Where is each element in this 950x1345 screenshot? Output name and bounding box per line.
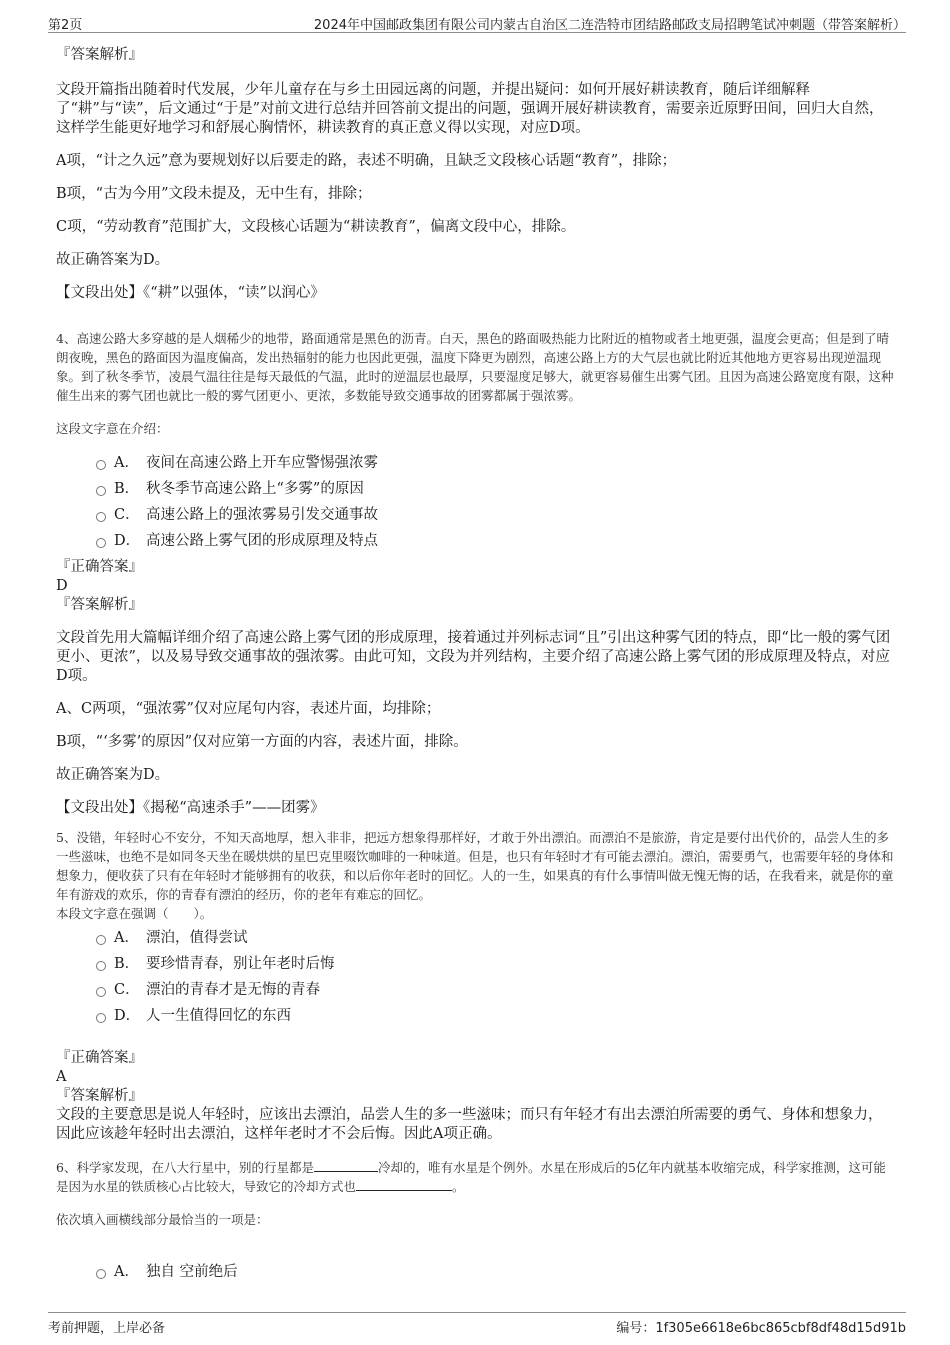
q3-section: [56, 46, 896, 303]
q4-section: [56, 329, 896, 818]
option-a[interactable]: A． 独自 空前绝后: [56, 1259, 896, 1285]
radio-icon[interactable]: [96, 1013, 106, 1023]
radio-icon[interactable]: [96, 460, 106, 470]
option-a[interactable]: A． 漂泊，值得尝试: [56, 925, 896, 951]
question-prompt: 这段文字意在介绍：: [56, 421, 169, 436]
conclusion: 故正确答案为D。: [56, 767, 170, 783]
options-list: [56, 1259, 896, 1285]
radio-icon[interactable]: [96, 987, 106, 997]
option-b-note: B项，“‘多雾’的原因”仅对应第一方面的内容，表述片面，排除。: [56, 734, 468, 750]
option-b[interactable]: B． 秋冬季节高速公路上“多雾”的原因: [56, 476, 896, 502]
question-stem: 4、高速公路大多穿越的是人烟稀少的地带，路面通常是黑色的沥青。白天，黑色的路面吸热能力比附近的植物或者土地更强，温度会更高；但是到了晴朗夜晚，黑色的路面因为温度偏高，发出热辐射的能力也因此更强，温度下降更为剧烈，高速公路上方的大气层也就比附近其他地方更容易出现逆温现象。到了秋冬季节，凌晨气温往往是每天最低的气温，此时的逆温层也最厚，只要湿度足够大，就更容易催生出雾气团。且因为高速公路宽度有限，这种催生出来的雾气团也就比一般的雾气团更小、更浓，多数能导致交通事故的团雾都属于强浓雾。: [56, 331, 894, 403]
option-c[interactable]: C． 高速公路上的强浓雾易引发交通事故: [56, 502, 896, 528]
page-footer: [48, 1312, 906, 1335]
source-citation: 【文段出处】《“耕”以强体，“读”以润心》: [56, 285, 325, 301]
fill-blank-1: [314, 1159, 378, 1172]
fill-blank-2: [356, 1178, 452, 1191]
option-c-note: C项，“劳动教育”范围扩大，文段核心话题为“耕读教育”，偏离文段中心，排除。: [56, 219, 576, 235]
analysis-text: 文段的主要意思是说人年轻时，应该出去漂泊，品尝人生的多一些滋味；而只有年轻才有出去漂泊所需要的勇气、身体和想象力，因此应该趁年轻时出去漂泊，这样年老时才不会后悔。因此A项正确。: [56, 1107, 883, 1142]
source-citation: 【文段出处】《揭秘“高速杀手”——团雾》: [56, 800, 325, 816]
analysis-label: 『答案解析』: [56, 47, 143, 63]
answer-value: D: [56, 578, 68, 594]
question-prompt: 依次填入画横线部分最恰当的一项是：: [56, 1212, 269, 1227]
option-a-note: A项，“计之久远”意为要规划好以后要走的路，表述不明确，且缺乏文段核心话题“教育”，排除；: [56, 153, 677, 169]
answer-label: 『正确答案』: [56, 559, 143, 575]
option-d[interactable]: D． 人一生值得回忆的东西: [56, 1003, 896, 1029]
option-c[interactable]: C． 漂泊的青春才是无悔的青春: [56, 977, 896, 1003]
option-d[interactable]: D． 高速公路上雾气团的形成原理及特点: [56, 528, 896, 554]
options-list: [56, 925, 896, 1029]
footer-slogan: 考前押题，上岸必备: [48, 1321, 166, 1336]
option-b[interactable]: B． 要珍惜青春，别让年老时后悔: [56, 951, 896, 977]
radio-icon[interactable]: [96, 538, 106, 548]
analysis-label: 『答案解析』: [56, 1088, 143, 1104]
option-a[interactable]: A． 夜间在高速公路上开车应警惕强浓雾: [56, 450, 896, 476]
option-ac-note: A、C两项，“强浓雾”仅对应尾句内容，表述片面，均排除；: [56, 701, 441, 717]
answer-label: 『正确答案』: [56, 1050, 143, 1066]
question-stem: 6、科学家发现，在八大行星中，别的行星都是 冷却的，唯有水星是个例外。水星在形成后的5亿年内就基本收缩完成，科学家推测，这可能是因为水星的铁质核心占比较大，导致它的冷却方式也 。: [56, 1160, 886, 1194]
analysis-text: 文段首先用大篇幅详细介绍了高速公路上雾气团的形成原理，接着通过并列标志词“且”引出这种雾气团的特点，即“比一般的雾气团更小、更浓”，以及易导致交通事故的强浓雾。由此可知，文段为并列结构，主要介绍了高速公路上雾气团的形成原理及特点，对应D项。: [56, 630, 891, 684]
radio-icon[interactable]: [96, 486, 106, 496]
page-header: [48, 10, 906, 33]
options-list: [56, 450, 896, 554]
radio-icon[interactable]: [96, 935, 106, 945]
q5-section: [56, 828, 896, 1144]
radio-icon[interactable]: [96, 961, 106, 971]
document-title: 2024年中国邮政集团有限公司内蒙古自治区二连浩特市团结路邮政支局招聘笔试冲刺题（带答案解析）: [313, 18, 906, 33]
question-prompt: 本段文字意在强调（ ）。: [56, 906, 213, 921]
answer-value: A: [56, 1069, 67, 1085]
analysis-label: 『答案解析』: [56, 597, 143, 613]
conclusion: 故正确答案为D。: [56, 252, 170, 268]
radio-icon[interactable]: [96, 512, 106, 522]
document-code: 编号：1f305e6618e6bc865cbf8df48d15d91b: [616, 1321, 906, 1336]
analysis-text: 文段开篇指出随着时代发展，少年儿童存在与乡土田园远离的问题，并提出疑问：如何开展好耕读教育，随后详细解释了“耕”与“读”，后文通过“于是”对前文进行总结并回答前文提出的问题，强调开展好耕读教育，需要亲近原野田间，回归大自然，这样学生能更好地学习和舒展心胸情怀，耕读教育的真正意义得以实现，对应D项。: [56, 82, 884, 136]
document-body: [56, 48, 896, 1285]
radio-icon[interactable]: [96, 1269, 106, 1279]
option-b-note: B项，“古为今用”文段未提及，无中生有，排除；: [56, 186, 372, 202]
page-number: 第2页: [48, 18, 83, 33]
q6-section: [56, 1158, 896, 1285]
question-stem: 5、没错，年轻时心不安分，不知天高地厚，想入非非，把远方想象得那样好，才敢于外出漂泊。而漂泊不是旅游，肯定是要付出代价的，品尝人生的多一些滋味，也绝不是如同冬天坐在暖烘烘的星巴克里啜饮咖啡的一种味道。但是，也只有年轻时才有可能去漂泊。漂泊，需要勇气，也需要年轻的身体和想象力，便收获了只有在年轻时才能够拥有的收获，和以后你年老时的回忆。人的一生，如果真的有什么事情叫做无愧无悔的话，在我看来，就是你的童年有游戏的欢乐，你的青春有漂泊的经历，你的老年有难忘的回忆。: [56, 830, 894, 902]
